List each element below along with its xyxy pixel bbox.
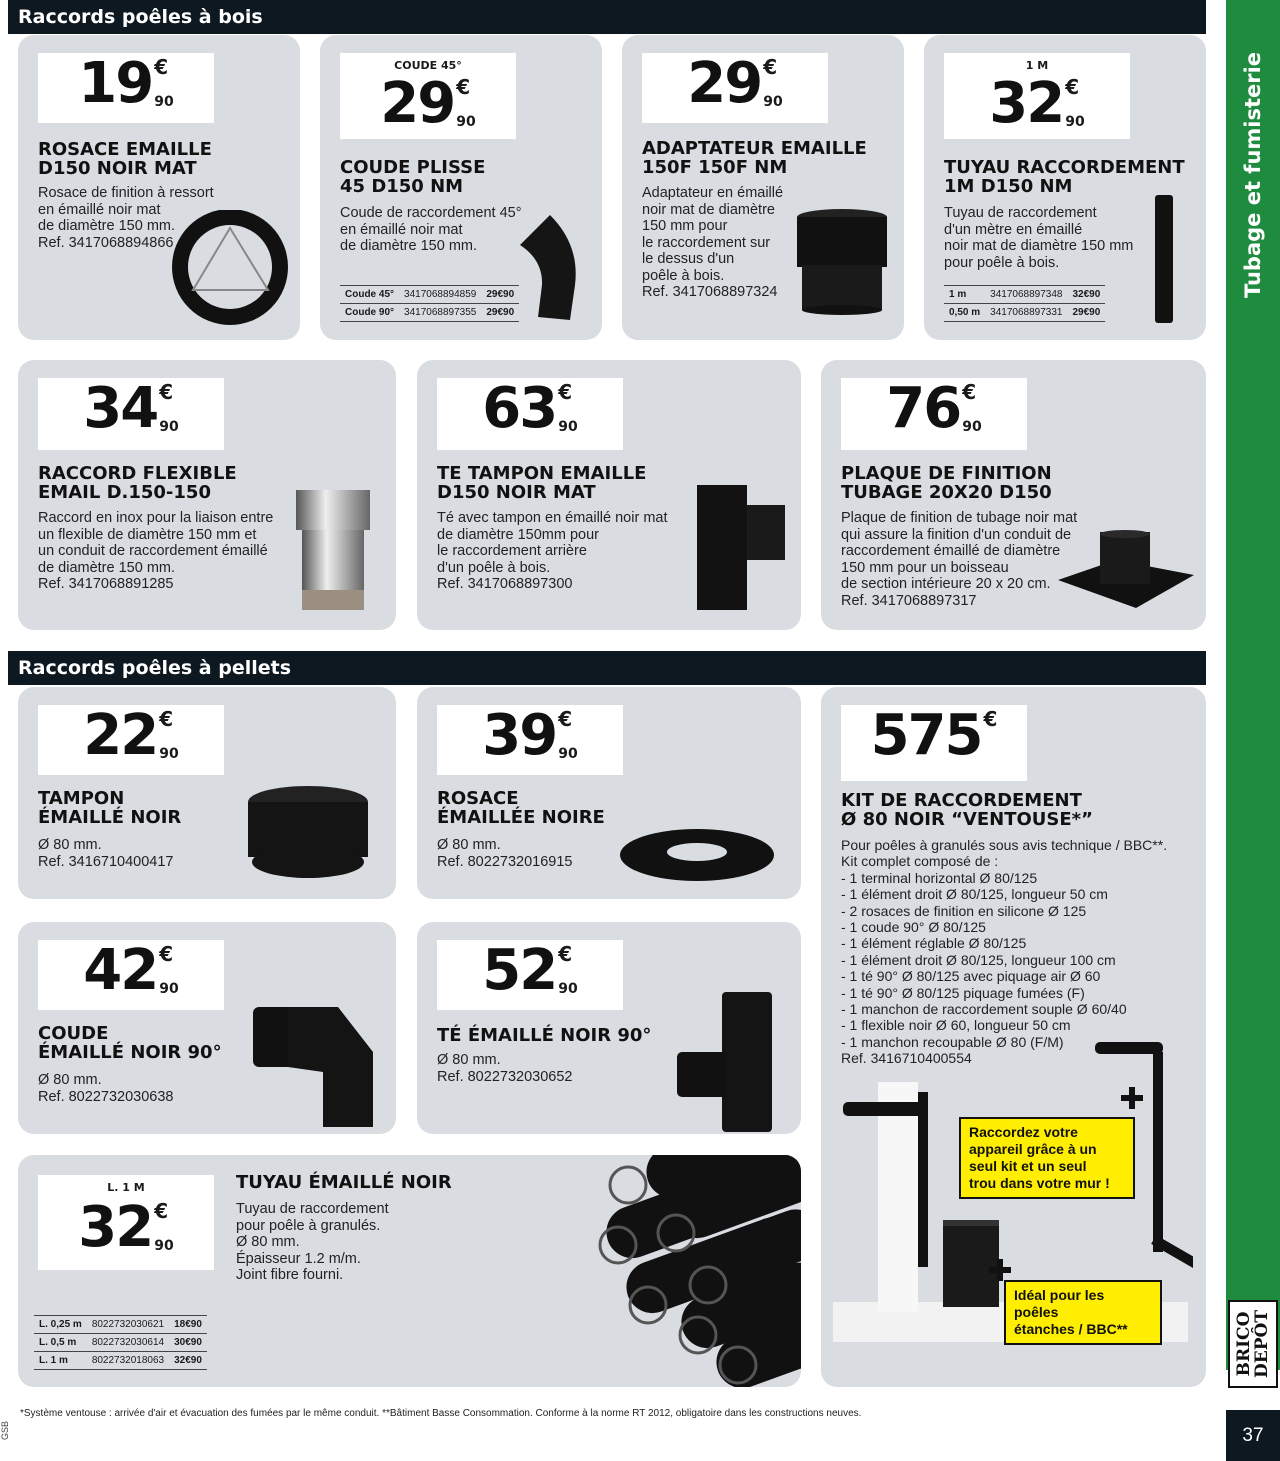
product-card[interactable]	[821, 360, 1206, 630]
product-description: Ø 80 mm. Ref. 8022732030652	[437, 1052, 573, 1085]
product-title: COUDE PLISSE 45 D150 NM	[340, 157, 486, 197]
rosace-image	[168, 210, 298, 325]
variant-label: 1 M	[1025, 59, 1049, 72]
product-title: TE TAMPON EMAILLE D150 NOIR MAT	[437, 463, 647, 503]
product-card[interactable]	[924, 35, 1206, 340]
tuyau-image	[1152, 193, 1176, 325]
price-integer: 42	[83, 938, 158, 1003]
product-title: ADAPTATEUR EMAILLE 150F 150F NM	[642, 138, 867, 178]
product-description: Plaque de finition de tubage noir mat qui assure la finition d'un conduit de raccordement émaillé de diamètre 150 mm pour un boisseau de section intérieure 20 x 20 cm. Ref. 3417068897317	[841, 510, 1078, 609]
currency: €	[1065, 75, 1080, 99]
price-integer: 29	[380, 71, 455, 136]
product-description: Coude de raccordement 45° en émaillé noir mat de diamètre 150 mm.	[340, 205, 522, 254]
price-integer: 52	[482, 938, 557, 1003]
currency: €	[159, 707, 174, 731]
rosace-noire-image	[617, 825, 777, 885]
product-card[interactable]	[320, 35, 602, 340]
category-sidebar	[1226, 0, 1280, 1370]
product-description: Rosace de finition à ressort en émaillé noir mat de diamètre 150 mm. Ref. 3417068894866	[38, 185, 214, 251]
product-description: Adaptateur en émaillé noir mat de diamètre 150 mm pour le raccordement sur le dessus d'un poêle à bois. Ref. 3417068897324	[642, 185, 784, 300]
table-row: 1 m 3417068897348 32€90	[944, 286, 1105, 304]
price-box	[841, 705, 1027, 781]
price-box	[38, 53, 214, 123]
callout-box: Raccordez votre appareil grâce à un seul kit et un seul trou dans votre mur !	[959, 1117, 1135, 1199]
product-card[interactable]	[821, 687, 1206, 1387]
price-integer: 29	[687, 51, 762, 116]
product-title: TUYAU ÉMAILLÉ NOIR	[236, 1172, 452, 1193]
product-description: Ø 80 mm. Ref. 8022732016915	[437, 837, 573, 870]
product-card[interactable]	[417, 360, 801, 630]
price-integer: 575	[870, 703, 982, 768]
currency: €	[763, 55, 778, 79]
product-title: TAMPON ÉMAILLÉ NOIR	[38, 788, 182, 828]
currency: €	[159, 380, 174, 404]
price-integer: 39	[482, 703, 557, 768]
currency: €	[558, 707, 573, 731]
table-row: Coude 45° 3417068894859 29€90	[340, 286, 519, 304]
tuyaux-image	[588, 1155, 801, 1387]
price-integer: 22	[83, 703, 158, 768]
te-image	[692, 485, 792, 613]
product-title: RACCORD FLEXIBLE EMAIL D.150-150	[38, 463, 237, 503]
price-cents: 90	[159, 981, 179, 997]
price-cents: 90	[159, 419, 179, 435]
brico-depot-logo: BRICO DEPÔT	[1228, 1300, 1278, 1388]
price-box	[38, 705, 224, 775]
price-integer: 34	[83, 376, 158, 441]
product-title: COUDE ÉMAILLÉ NOIR 90°	[38, 1023, 222, 1063]
currency: €	[456, 75, 471, 99]
price-cents: 90	[154, 1238, 174, 1254]
variant-table	[34, 1315, 207, 1370]
price-cents: 90	[1065, 114, 1085, 130]
te-90-image	[672, 987, 782, 1132]
section-title: Raccords poêles à pellets	[18, 657, 292, 679]
coude-image	[510, 205, 590, 325]
adaptateur-image	[792, 205, 892, 315]
callout-box: Idéal pour les poêles étanches / BBC**	[1004, 1280, 1162, 1345]
product-description: Té avec tampon en émaillé noir mat de diamètre 150mm pour le raccordement arrière d'un poêle à bois. Ref. 3417068897300	[437, 510, 668, 592]
variant-label: L. 1 M	[107, 1181, 145, 1194]
product-description: Tuyau de raccordement pour poêle à granulés. Ø 80 mm. Épaisseur 1.2 m/m. Joint fibre fourni.	[236, 1201, 389, 1283]
price-integer: 32	[989, 71, 1064, 136]
product-card[interactable]	[18, 35, 300, 340]
product-card[interactable]	[18, 360, 396, 630]
currency: €	[154, 55, 169, 79]
product-description: Ø 80 mm. Ref. 8022732030638	[38, 1072, 174, 1105]
product-description: Tuyau de raccordement d'un mètre en émaillé noir mat de diamètre 150 mm pour poêle à bois.	[944, 205, 1134, 271]
price-box	[38, 1175, 214, 1270]
price-cents: 90	[159, 746, 179, 762]
category-title: Tubage et fumisterie	[1241, 51, 1265, 299]
product-description: Raccord en inox pour la liaison entre un flexible de diamètre 150 mm et un conduit de raccordement émaillé de diamètre 150 mm. Ref. 3417068891285	[38, 510, 274, 592]
currency: €	[983, 707, 998, 731]
table-row: L. 1 m 8022732018063 32€90	[34, 1352, 207, 1370]
variant-label: COUDE 45°	[394, 59, 462, 72]
price-cents: 90	[558, 981, 578, 997]
price-cents: 90	[154, 94, 174, 110]
product-card[interactable]	[18, 687, 396, 899]
currency: €	[962, 380, 977, 404]
table-row: 0,50 m 3417068897331 29€90	[944, 304, 1105, 322]
price-integer: 32	[78, 1195, 153, 1260]
product-card[interactable]	[18, 1155, 801, 1387]
product-card[interactable]	[622, 35, 904, 340]
price-cents: 90	[558, 746, 578, 762]
product-description: Pour poêles à granulés sous avis technique / BBC**. Kit complet composé de : - 1 terminal horizontal Ø 80/125 - 1 élément droit Ø 80/125, longueur 50 cm - 2 rosaces de finition en silicone Ø 125 - 1 coude 90° Ø 80/125 - 1 élément réglable Ø 80/125 - 1 élément droit Ø 80/125, longueur 100 cm - 1 té 90° Ø 80/125 avec piquage air Ø 60 - 1 té 90° Ø 80/125 piquage fumées (F) - 1 manchon de raccordement souple Ø 60/40 - 1 flexible noir Ø 60, longueur 50 cm - 1 manchon recoupable Ø 80 (F/M) Ref. 3416710400554	[841, 837, 1168, 1067]
price-box	[944, 53, 1130, 139]
price-integer: 19	[78, 51, 153, 116]
product-title: PLAQUE DE FINITION TUBAGE 20X20 D150	[841, 463, 1052, 503]
price-cents: 90	[962, 419, 982, 435]
coude-90-image	[248, 992, 388, 1132]
table-row: Coude 90° 3417068897355 29€90	[340, 304, 519, 322]
currency: €	[558, 380, 573, 404]
price-box	[38, 378, 224, 450]
page-number: 37	[1226, 1410, 1280, 1461]
tampon-image	[238, 782, 378, 887]
price-box	[340, 53, 516, 139]
price-box	[437, 378, 623, 450]
price-integer: 63	[482, 376, 557, 441]
product-card[interactable]	[417, 687, 801, 899]
product-title: TUYAU RACCORDEMENT 1M D150 NM	[944, 157, 1185, 197]
variant-table	[944, 285, 1105, 322]
price-cents: 90	[558, 419, 578, 435]
product-title: TÉ ÉMAILLÉ NOIR 90°	[437, 1025, 652, 1046]
price-box	[437, 940, 623, 1010]
price-cents: 90	[456, 114, 476, 130]
currency: €	[558, 942, 573, 966]
product-title: ROSACE ÉMAILLÉE NOIRE	[437, 788, 605, 828]
variant-table	[340, 285, 519, 322]
table-row: L. 0,5 m 8022732030614 30€90	[34, 1334, 207, 1352]
currency: €	[159, 942, 174, 966]
price-integer: 76	[886, 376, 961, 441]
price-box	[841, 378, 1027, 450]
product-title: ROSACE EMAILLE D150 NOIR MAT	[38, 139, 212, 179]
footnote: *Système ventouse : arrivée d'air et évacuation des fumées par le même conduit. **Bâtiment Basse Consommation. Conforme à la norme RT 2012, obligatoire dans les constructions neuves.	[20, 1408, 862, 1419]
section-header-bois	[8, 0, 1206, 34]
product-title: KIT DE RACCORDEMENT Ø 80 NOIR “VENTOUSE*”	[841, 790, 1093, 830]
plaque-image	[1056, 530, 1196, 615]
raccord-flexible-image	[288, 485, 378, 615]
section-title: Raccords poêles à bois	[18, 6, 263, 28]
plus-icon	[989, 1259, 1011, 1281]
plus-icon	[1121, 1087, 1143, 1109]
product-card[interactable]	[18, 922, 396, 1134]
product-card[interactable]	[417, 922, 801, 1134]
price-box	[437, 705, 623, 775]
currency: €	[154, 1199, 169, 1223]
print-code: GSB	[0, 1420, 10, 1440]
price-box	[642, 53, 828, 123]
price-cents: 90	[763, 94, 783, 110]
price-box	[38, 940, 224, 1010]
section-header-pellets	[8, 651, 1206, 685]
product-description: Ø 80 mm. Ref. 3416710400417	[38, 837, 174, 870]
table-row: L. 0,25 m 8022732030621 18€90	[34, 1316, 207, 1334]
